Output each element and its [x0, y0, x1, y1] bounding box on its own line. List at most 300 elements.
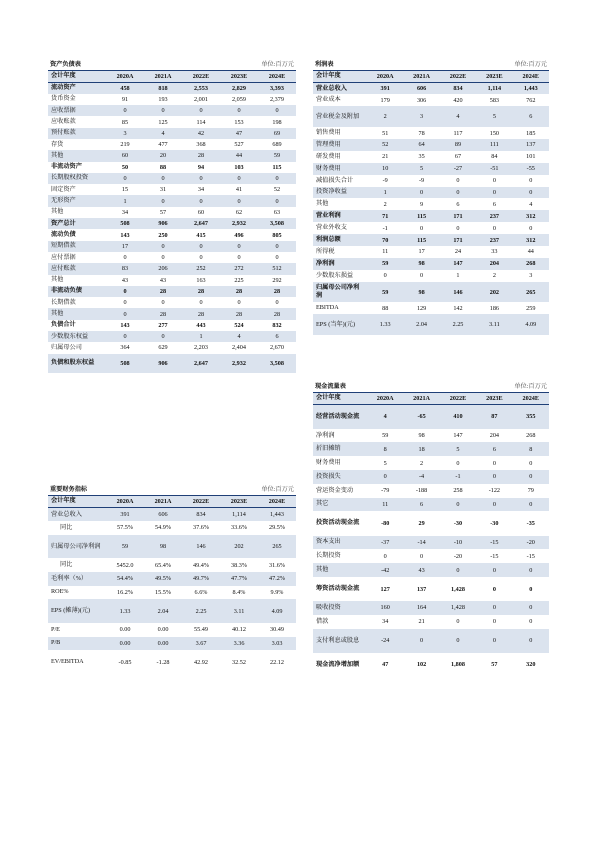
row-label: 借款: [316, 617, 329, 625]
row-value: 4: [529, 200, 533, 208]
row-value: -37: [381, 538, 390, 546]
row-label: 固定资产: [51, 185, 76, 193]
row-label: 预付账款: [51, 129, 76, 137]
row-value: 0: [123, 254, 127, 262]
row-value: 6: [420, 501, 424, 509]
row-value: 312: [526, 236, 536, 244]
table-row: [48, 94, 296, 105]
table-header-row: [48, 71, 296, 83]
row-value: 0: [199, 107, 203, 115]
table-row: [313, 246, 549, 258]
table-row: [48, 558, 296, 572]
table-row: [48, 354, 296, 374]
row-value: 1,428: [451, 585, 465, 593]
row-value: 0: [275, 197, 279, 205]
row-value: 805: [272, 231, 282, 239]
row-value: 204: [489, 432, 499, 440]
row-value: 171: [453, 236, 463, 244]
row-value: 606: [158, 511, 168, 519]
row-value: 6: [492, 445, 496, 453]
row-value: 391: [380, 85, 390, 93]
row-value: -9: [419, 177, 425, 185]
row-value: 268: [526, 260, 536, 268]
row-label: 负债合计: [51, 321, 76, 329]
row-value: 160: [380, 604, 390, 612]
cash-flow-table: [313, 393, 549, 677]
row-value: 0: [529, 618, 533, 626]
row-value: 834: [453, 85, 463, 93]
income-statement-body: [313, 83, 549, 336]
row-value: 277: [158, 321, 168, 329]
row-value: 237: [489, 236, 499, 244]
table-row: [313, 429, 549, 443]
row-value: 5: [420, 165, 424, 173]
row-value: 0: [492, 637, 496, 645]
row-label: 折旧摊销: [316, 445, 341, 453]
table-row: [313, 175, 549, 187]
row-value: 272: [234, 265, 244, 273]
row-value: 0: [492, 585, 496, 593]
cash-flow-title-bar: [313, 379, 549, 393]
row-value: 0: [492, 188, 496, 196]
row-value: 34: [382, 618, 389, 626]
row-value: 15.5%: [155, 588, 171, 596]
table-row: [313, 442, 549, 456]
row-value: -30: [490, 519, 499, 527]
table-row: [313, 498, 549, 512]
row-label: 管理费用: [316, 140, 341, 148]
row-value: 98: [418, 288, 425, 296]
row-value: 0: [275, 175, 279, 183]
row-value: 512: [272, 265, 282, 273]
row-label: 应收票据: [51, 106, 76, 114]
header-label: 会计年度: [48, 496, 106, 508]
table-row: [48, 535, 296, 559]
row-value: 71: [382, 212, 389, 220]
row-value: 137: [416, 585, 427, 593]
row-value: 2: [383, 200, 387, 208]
row-value: -20: [453, 552, 463, 560]
row-value: 65.4%: [155, 561, 171, 569]
row-value: 0: [161, 333, 165, 341]
row-value: 3: [420, 113, 424, 121]
row-value: 0: [237, 254, 241, 262]
row-value: 6: [492, 200, 496, 208]
row-value: 64: [418, 141, 425, 149]
row-value: 101: [526, 153, 536, 161]
income-statement-panel: [313, 57, 549, 335]
row-value: 16.2%: [117, 588, 133, 596]
table-row: [313, 653, 549, 677]
row-value: 49.7%: [193, 575, 209, 583]
table-row: [48, 508, 296, 522]
row-value: 0: [492, 604, 496, 612]
table-row: [48, 297, 296, 308]
row-value: 477: [158, 141, 168, 149]
year-header: 2023E: [220, 496, 258, 508]
row-value: 0: [123, 299, 127, 307]
row-label: 资产总计: [51, 219, 76, 227]
row-value: 0: [123, 175, 127, 183]
row-value: 51: [382, 129, 389, 137]
table-row: [313, 536, 549, 550]
row-value: 0.00: [119, 639, 131, 647]
row-value: 41: [235, 186, 243, 194]
row-value: 3,393: [270, 84, 284, 92]
year-header: 2020A: [367, 393, 403, 405]
row-value: 4: [456, 113, 460, 121]
row-value: 47: [382, 661, 389, 669]
row-value: 225: [234, 276, 244, 284]
row-value: 0: [456, 501, 460, 509]
row-value: 164: [416, 604, 427, 612]
row-value: 818: [158, 84, 168, 92]
row-value: 496: [234, 231, 244, 239]
row-value: 265: [272, 543, 282, 551]
row-value: 2,059: [232, 95, 246, 103]
row-value: -10: [453, 538, 463, 546]
row-value: 40.12: [232, 626, 246, 634]
row-label: 营业总收入: [316, 84, 347, 92]
table-row: [313, 405, 549, 429]
table-row: [313, 258, 549, 270]
row-value: 3.03: [271, 639, 283, 647]
table-row: [48, 286, 296, 297]
row-value: 583: [489, 96, 499, 104]
year-header: 2021A: [403, 393, 439, 405]
row-value: 1: [383, 188, 387, 196]
year-header: 2021A: [144, 496, 182, 508]
table-row: [48, 275, 296, 286]
row-value: 1,114: [232, 511, 246, 519]
row-value: 250: [158, 231, 168, 239]
row-value: -15: [490, 552, 499, 560]
row-value: 202: [489, 288, 499, 296]
row-value: 44: [235, 152, 243, 160]
row-value: 57.5%: [117, 524, 133, 532]
year-header: 2022E: [182, 71, 220, 83]
row-value: 4.09: [525, 321, 537, 329]
row-label: 营业总收入: [51, 510, 82, 518]
row-value: 0: [529, 459, 533, 467]
row-value: 98: [159, 543, 167, 551]
row-value: 0: [383, 272, 387, 280]
cash-flow-panel: [313, 379, 549, 677]
balance-sheet-panel: [48, 57, 296, 373]
year-header: 2023E: [476, 71, 512, 83]
cash-flow-body: [313, 405, 549, 677]
row-value: 834: [196, 511, 206, 519]
row-value: 4.09: [271, 607, 283, 615]
row-value: 0: [529, 637, 533, 645]
row-value: 204: [489, 260, 499, 268]
table-row: [48, 320, 296, 331]
row-value: 0: [456, 618, 460, 626]
row-value: 1,808: [451, 661, 465, 669]
row-value: 33: [491, 248, 498, 256]
row-value: 31.6%: [269, 561, 285, 569]
row-label: 投资损失: [316, 472, 341, 480]
year-header: 2021A: [403, 71, 439, 83]
table-row: [48, 83, 296, 94]
row-value: 43: [121, 276, 129, 284]
table-row: [48, 331, 296, 342]
year-header: 2020A: [367, 71, 403, 83]
row-value: 17: [418, 248, 425, 256]
row-value: 29: [418, 519, 425, 527]
year-header: 2022E: [440, 393, 476, 405]
row-value: 0: [456, 566, 460, 574]
cash-flow-title: 现金流量表: [315, 383, 346, 390]
year-header: 2021A: [144, 71, 182, 83]
row-label: 负债和股东权益: [51, 359, 95, 367]
row-label: 应付账款: [51, 264, 76, 272]
year-header: 2024E: [258, 496, 296, 508]
row-label: 短期借款: [51, 242, 76, 250]
row-value: 47: [235, 129, 243, 137]
row-value: 762: [526, 96, 536, 104]
income-statement-title: 利润表: [315, 61, 334, 68]
row-value: 186: [489, 304, 499, 312]
row-value: 906: [158, 220, 168, 228]
table-row: [48, 521, 296, 535]
row-value: 34: [121, 208, 129, 216]
row-value: 78: [418, 129, 425, 137]
table-row: [313, 484, 549, 498]
row-label: 所得税: [316, 247, 335, 255]
row-value: 147: [453, 432, 463, 440]
row-value: 0: [383, 473, 387, 481]
row-value: 10: [382, 165, 389, 173]
row-label: 投资活动现金流: [316, 519, 360, 527]
row-value: 524: [234, 321, 244, 329]
row-value: 11: [382, 501, 389, 509]
row-label: 财务费用: [316, 459, 341, 467]
row-value: 1,114: [487, 85, 502, 93]
row-value: 83: [121, 265, 129, 273]
row-value: 252: [196, 265, 206, 273]
row-value: 49.4%: [193, 561, 209, 569]
table-row: [48, 308, 296, 319]
row-value: 185: [526, 129, 536, 137]
row-value: 0: [456, 637, 460, 645]
row-value: 320: [526, 661, 536, 669]
table-row: [48, 623, 296, 637]
row-value: 91: [121, 95, 129, 103]
row-value: 0: [492, 618, 496, 626]
table-row: [313, 198, 549, 210]
row-label: 吸收投资: [316, 603, 341, 611]
row-label: 销售费用: [316, 129, 341, 136]
row-value: 0: [199, 242, 203, 250]
row-value: -15: [526, 552, 535, 560]
row-label: 毛利率（%）: [51, 574, 88, 582]
row-value: 115: [272, 163, 282, 171]
row-value: 0: [161, 107, 165, 115]
table-row: [313, 187, 549, 199]
row-value: 0: [123, 287, 127, 295]
row-label: 长期股权投资: [51, 174, 89, 182]
balance-sheet-table: [48, 71, 296, 373]
table-row: [313, 270, 549, 282]
table-row: [48, 150, 296, 161]
row-value: 420: [453, 96, 463, 104]
row-value: 137: [526, 141, 536, 149]
row-value: 102: [416, 661, 427, 669]
row-value: -15: [490, 538, 499, 546]
row-value: 312: [526, 212, 536, 220]
row-value: 127: [380, 585, 390, 593]
row-value: 29.5%: [269, 524, 285, 532]
table-row: [313, 139, 549, 151]
row-value: 3,508: [270, 360, 284, 367]
row-value: 32.52: [232, 658, 246, 666]
row-value: 410: [453, 413, 463, 421]
row-value: 49.5%: [155, 575, 171, 583]
row-value: 171: [453, 212, 463, 220]
row-value: 142: [453, 304, 463, 312]
income-statement-title-bar: [313, 57, 549, 71]
balance-sheet-body: [48, 83, 296, 374]
row-label: 营业税金及附加: [316, 112, 360, 120]
header-label: 会计年度: [313, 393, 367, 405]
row-value: 150: [489, 129, 499, 137]
row-label: 净利润: [316, 259, 335, 267]
row-label: 归属母公司净利润: [51, 542, 101, 550]
row-value: 5: [492, 113, 496, 121]
row-value: 689: [272, 141, 282, 149]
row-value: 60: [121, 152, 129, 160]
row-value: 2,379: [270, 95, 284, 103]
row-value: 50: [121, 163, 129, 171]
row-value: 6: [275, 333, 279, 341]
row-label: 营业成本: [316, 96, 341, 104]
income-statement-unit: 单位:百万元: [514, 61, 547, 68]
row-value: 0: [420, 637, 424, 645]
row-value: 906: [158, 360, 168, 367]
header-label: 会计年度: [313, 71, 367, 83]
row-value: 6.6%: [194, 588, 208, 596]
row-value: 28: [197, 287, 205, 295]
row-value: -1.28: [156, 658, 170, 666]
row-value: 368: [196, 141, 206, 149]
row-value: 0: [420, 272, 424, 280]
table-row: [48, 139, 296, 150]
row-value: 0: [199, 175, 203, 183]
row-value: 4: [237, 333, 241, 341]
row-value: 43: [159, 276, 167, 284]
row-label: 其他: [51, 310, 64, 318]
row-value: -79: [381, 487, 390, 495]
row-value: 0: [275, 107, 279, 115]
table-row: [48, 599, 296, 623]
row-value: 0: [492, 566, 496, 574]
row-value: 2,203: [194, 344, 208, 352]
row-value: 0: [161, 197, 165, 205]
table-row: [48, 586, 296, 600]
table-row: [48, 229, 296, 240]
row-value: 1: [456, 272, 460, 280]
year-header: 2024E: [513, 393, 549, 405]
row-value: 3: [529, 272, 533, 280]
row-value: 1: [199, 333, 203, 341]
row-value: 88: [382, 304, 389, 312]
row-value: 0: [199, 299, 203, 307]
table-row: [48, 105, 296, 116]
year-header: 2022E: [440, 71, 476, 83]
table-row: [48, 128, 296, 139]
table-row: [48, 263, 296, 274]
table-row: [48, 342, 296, 353]
row-value: 3: [123, 129, 127, 137]
row-label: 应付票据: [51, 253, 76, 261]
row-value: 629: [158, 344, 168, 352]
row-value: 87: [491, 413, 498, 421]
row-value: 2.25: [195, 607, 207, 615]
table-row: [313, 234, 549, 246]
row-value: 2,553: [194, 84, 208, 92]
table-row: [313, 511, 549, 535]
table-row: [313, 210, 549, 222]
row-label: EBITDA: [316, 304, 339, 312]
row-label: 其他: [51, 208, 64, 216]
row-value: 364: [120, 344, 130, 352]
row-value: 0.00: [157, 626, 169, 634]
row-value: 0: [529, 224, 533, 232]
row-value: 0: [420, 224, 424, 232]
row-value: 89: [454, 141, 462, 149]
row-value: 37.6%: [193, 524, 209, 532]
table-row: [313, 151, 549, 163]
row-value: 5: [456, 445, 460, 453]
row-label: 支付利息或股息: [316, 636, 360, 644]
row-value: 0: [529, 566, 533, 574]
row-label: 利润总额: [316, 236, 341, 244]
table-row: [313, 222, 549, 234]
row-value: 415: [196, 231, 206, 239]
row-value: -9: [382, 177, 388, 185]
row-value: 3,508: [270, 220, 284, 228]
row-value: -24: [381, 637, 390, 645]
row-label: 其他: [316, 566, 329, 574]
row-value: 143: [120, 231, 130, 239]
table-row: [313, 563, 549, 577]
row-value: 3.36: [233, 639, 245, 647]
row-value: 0: [161, 175, 165, 183]
table-row: [313, 282, 549, 303]
row-value: -122: [488, 487, 501, 495]
row-label: 流动资产: [51, 84, 76, 92]
row-value: 6: [529, 113, 533, 121]
row-value: 8: [529, 445, 533, 453]
row-label: P/B: [51, 639, 61, 647]
ratios-title: 重要财务指标: [50, 486, 88, 493]
year-header: 2024E: [513, 71, 549, 83]
row-value: 2,670: [270, 344, 284, 352]
row-value: 153: [234, 118, 244, 126]
table-row: [313, 302, 549, 314]
row-value: 0: [199, 254, 203, 262]
year-header: 2022E: [182, 496, 220, 508]
table-row: [313, 549, 549, 563]
row-value: 21: [418, 618, 425, 626]
row-value: 0: [275, 242, 279, 250]
row-value: -1: [455, 473, 461, 481]
row-label: 财务费用: [316, 164, 341, 172]
table-row: [48, 207, 296, 218]
row-label: 筹资活动现金流: [316, 584, 360, 592]
row-value: 34: [197, 186, 205, 194]
